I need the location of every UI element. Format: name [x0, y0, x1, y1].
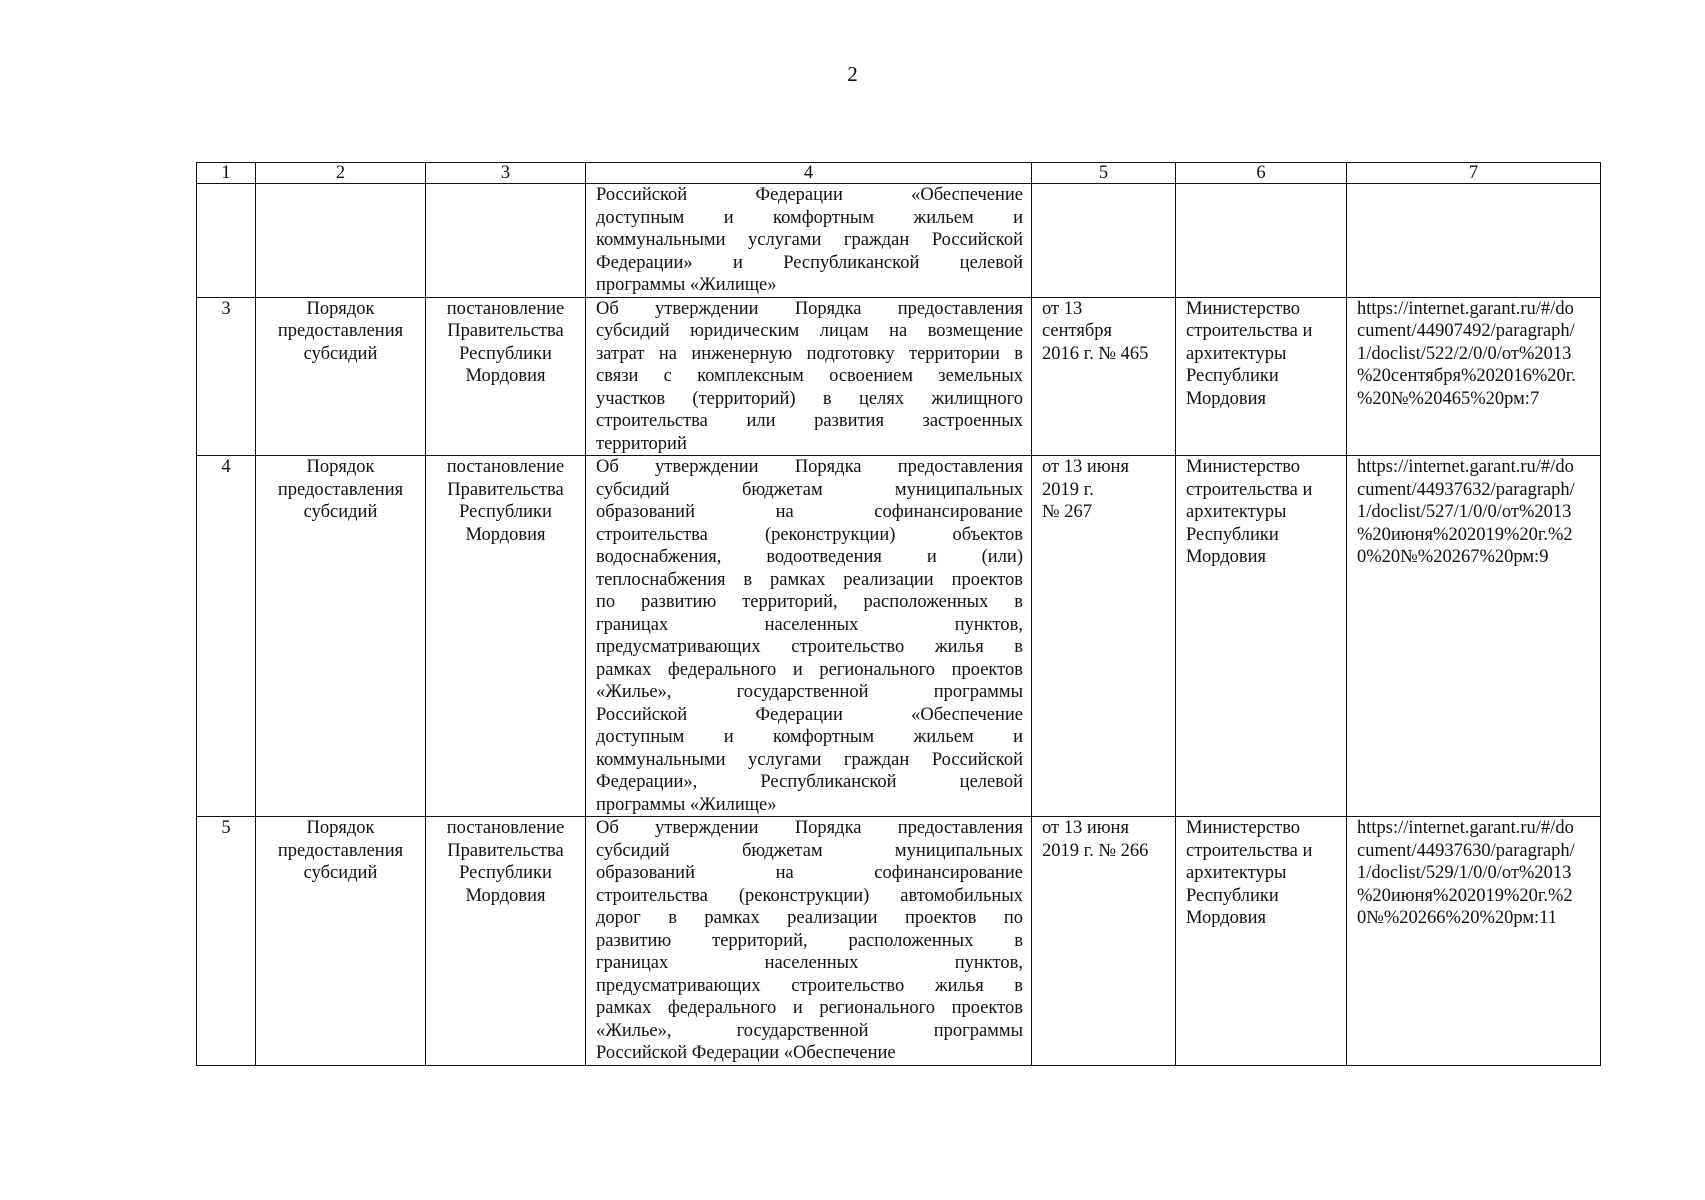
cell-text-line: от 13 июня	[1042, 457, 1129, 477]
cell-text-line: Об утверждении Порядка предоставления	[596, 818, 1023, 838]
cell-text-line: Федерации», Республиканской целевой	[596, 772, 1023, 792]
cell-text-line: программы «Жилище»	[596, 794, 777, 815]
cell-text-line: архитектуры	[1186, 343, 1287, 364]
row-number-cell: 5	[197, 817, 256, 1066]
column-number-header: 6	[1176, 163, 1347, 184]
cell-text-line: «Жилье», государственной программы	[596, 682, 1023, 702]
row-number-cell: 3	[197, 297, 256, 456]
column-number-header: 7	[1347, 163, 1601, 184]
cell-text-line: 1/doclist/522/2/0/0/от%2013	[1357, 343, 1572, 364]
document-type-cell	[256, 297, 426, 456]
column-number-header: 3	[426, 163, 586, 184]
cell-text-line: строительства и	[1186, 840, 1313, 861]
document-kind-cell	[426, 456, 586, 817]
cell-text-line: 0№%20266%20%20рм:11	[1357, 908, 1558, 928]
cell-text-line: доступным и комфортным жильем и	[596, 727, 1023, 747]
cell-text-line: 0%20№%20267%20рм:9	[1357, 547, 1549, 567]
document-title-cell	[586, 456, 1032, 817]
cell-text-line: образований на софинансирование	[596, 863, 1023, 883]
cell-text-line: № 267	[1042, 502, 1093, 522]
cell-text-line: «Жилье», государственной программы	[596, 1020, 1023, 1041]
column-number-header: 2	[256, 163, 426, 184]
table-row	[197, 297, 1601, 456]
cell-text-line: рамках федерального и регионального проектов	[596, 998, 1023, 1018]
cell-text-line: субсидий	[303, 863, 378, 883]
cell-text-line: Мордовия	[1186, 388, 1267, 409]
cell-text-line: развитию территорий, расположенных в	[596, 930, 1023, 951]
cell-text-line: сентября	[1042, 321, 1113, 341]
cell-text-line: строительства и	[1186, 479, 1313, 500]
cell-text-line: водоснабжения, водоотведения и (или)	[596, 547, 1023, 567]
document-table	[196, 162, 1601, 1066]
cell-text-line: предусматривающих строительство жилья в	[596, 975, 1023, 996]
cell-text-line: программы «Жилище»	[596, 275, 777, 295]
cell-text-line: %20сентября%202016%20г.	[1357, 366, 1576, 386]
column-number-header: 5	[1032, 163, 1176, 184]
agency-cell	[1176, 297, 1347, 456]
link-cell[interactable]	[1347, 297, 1601, 456]
cell-text-line: Мордовия	[465, 366, 546, 386]
document-kind-cell	[426, 297, 586, 456]
column-number-header: 4	[586, 163, 1032, 184]
cell-text-line: Правительства	[447, 321, 564, 341]
cell-text-line: Федерации» и Республиканской целевой	[596, 252, 1023, 273]
cell-text-line: Правительства	[447, 840, 564, 861]
document-type-cell	[256, 184, 426, 298]
cell-text-line: cument/44937630/paragraph/	[1357, 840, 1575, 861]
document-type-cell	[256, 817, 426, 1066]
cell-text-line: Республики	[459, 502, 552, 522]
cell-text-line: строительства и	[1186, 321, 1313, 341]
page-number: 2	[847, 62, 858, 86]
cell-text-line: Мордовия	[465, 885, 546, 906]
cell-text-line: постановление	[446, 298, 565, 319]
column-number-header-row	[197, 163, 1601, 184]
cell-text-line: Порядок	[306, 457, 375, 477]
cell-text-line: Мордовия	[1186, 547, 1267, 567]
document-date-cell	[1032, 297, 1176, 456]
cell-text-line: дорог в рамках реализации проектов по	[596, 908, 1023, 928]
cell-text-line: теплоснабжения в рамках реализации проектов	[596, 569, 1023, 590]
cell-text-line: границах населенных пунктов,	[596, 953, 1023, 973]
cell-text-line: архитектуры	[1186, 502, 1287, 522]
cell-text-line: рамках федерального и регионального проектов	[596, 659, 1023, 680]
cell-text-line: субсидий бюджетам муниципальных	[596, 479, 1023, 500]
cell-text-line: образований на софинансирование	[596, 502, 1023, 522]
cell-text-line: Министерство	[1186, 818, 1301, 838]
cell-text-line: 2019 г. № 266	[1042, 840, 1149, 861]
document-date-cell	[1032, 456, 1176, 817]
cell-text-line: https://internet.garant.ru/#/do	[1357, 457, 1574, 477]
document-kind-cell	[426, 184, 586, 298]
cell-text-line: постановление	[446, 457, 565, 477]
document-kind-cell	[426, 817, 586, 1066]
cell-text-line: Порядок	[306, 298, 375, 319]
cell-text-line: доступным и комфортным жильем и	[596, 207, 1023, 228]
cell-text-line: Республики	[459, 343, 552, 364]
cell-text-line: Министерство	[1186, 457, 1301, 477]
table-row	[197, 817, 1601, 1066]
cell-text-line: Российской Федерации «Обеспечение	[596, 185, 1023, 205]
cell-text-line: %20июня%202019%20г.%2	[1357, 885, 1573, 906]
cell-text-line: участков (территорий) в целях жилищного	[596, 388, 1023, 409]
cell-text-line: 1/doclist/529/1/0/0/от%2013	[1357, 863, 1572, 883]
cell-text-line: по развитию территорий, расположенных в	[596, 592, 1023, 612]
cell-text-line: https://internet.garant.ru/#/do	[1357, 818, 1574, 838]
cell-text-line: субсидий	[303, 343, 378, 364]
cell-text-line: субсидий бюджетам муниципальных	[596, 840, 1023, 861]
cell-text-line: 2019 г.	[1042, 479, 1094, 500]
cell-text-line: связи с комплексным освоением земельных	[596, 366, 1023, 386]
cell-text-line: Порядок	[306, 818, 375, 838]
cell-text-line: строительства (реконструкции) объектов	[596, 524, 1023, 545]
continuation-row	[197, 184, 1601, 298]
row-number-cell: 4	[197, 456, 256, 817]
cell-text-line: Республики	[1186, 524, 1279, 545]
row-number-cell	[197, 184, 256, 298]
document-title-cell	[586, 817, 1032, 1066]
cell-text-line: от 13 июня	[1042, 818, 1129, 838]
agency-cell	[1176, 456, 1347, 817]
cell-text-line: предоставления	[277, 840, 404, 861]
document-date-cell	[1032, 184, 1176, 298]
cell-text-line: Правительства	[447, 479, 564, 500]
cell-text-line: cument/44937632/paragraph/	[1357, 479, 1575, 500]
cell-text-line: %20июня%202019%20г.%2	[1357, 524, 1573, 545]
cell-text-line: Республики	[1186, 366, 1279, 386]
cell-text-line: границах населенных пунктов,	[596, 614, 1023, 635]
cell-text-line: предоставления	[277, 321, 404, 341]
document-date-cell	[1032, 817, 1176, 1066]
cell-text-line: строительства (реконструкции) автомобильных	[596, 885, 1023, 906]
cell-text-line: Республики	[1186, 885, 1279, 906]
cell-text-line: территорий	[596, 433, 687, 454]
cell-text-line: Республики	[459, 863, 552, 883]
cell-text-line: предоставления	[277, 479, 404, 500]
table-row	[197, 456, 1601, 817]
cell-text-line: субсидий	[303, 502, 378, 522]
cell-text-line: Об утверждении Порядка предоставления	[596, 298, 1023, 319]
cell-text-line: Российской Федерации «Обеспечение	[596, 1043, 896, 1063]
cell-text-line: постановление	[446, 818, 565, 838]
cell-text-line: от 13	[1042, 298, 1083, 319]
cell-text-line: cument/44907492/paragraph/	[1357, 321, 1575, 341]
cell-text-line: Российской Федерации «Обеспечение	[596, 704, 1023, 725]
cell-text-line: %20№%20465%20рм:7	[1357, 388, 1540, 409]
cell-text-line: затрат на инженерную подготовку территории в	[596, 343, 1023, 364]
cell-text-line: коммунальными услугами граждан Российской	[596, 749, 1023, 770]
cell-text-line: Мордовия	[1186, 908, 1267, 928]
cell-text-line: архитектуры	[1186, 863, 1287, 883]
link-cell[interactable]	[1347, 456, 1601, 817]
cell-text-line: 1/doclist/527/1/0/0/от%2013	[1357, 502, 1572, 522]
document-title-cell	[586, 184, 1032, 298]
link-cell	[1347, 184, 1601, 298]
cell-text-line: Мордовия	[465, 524, 546, 545]
link-cell[interactable]	[1347, 817, 1601, 1066]
column-number-header: 1	[197, 163, 256, 184]
cell-text-line: Министерство	[1186, 298, 1301, 319]
cell-text-line: коммунальными услугами граждан Российской	[596, 230, 1023, 250]
document-title-cell	[586, 297, 1032, 456]
cell-text-line: 2016 г. № 465	[1042, 343, 1149, 364]
cell-text-line: строительства или развития застроенных	[596, 411, 1023, 431]
agency-cell	[1176, 817, 1347, 1066]
agency-cell	[1176, 184, 1347, 298]
cell-text-line: предусматривающих строительство жилья в	[596, 637, 1023, 657]
cell-text-line: https://internet.garant.ru/#/do	[1357, 298, 1574, 319]
document-type-cell	[256, 456, 426, 817]
cell-text-line: субсидий юридическим лицам на возмещение	[596, 321, 1023, 341]
cell-text-line: Об утверждении Порядка предоставления	[596, 457, 1023, 477]
